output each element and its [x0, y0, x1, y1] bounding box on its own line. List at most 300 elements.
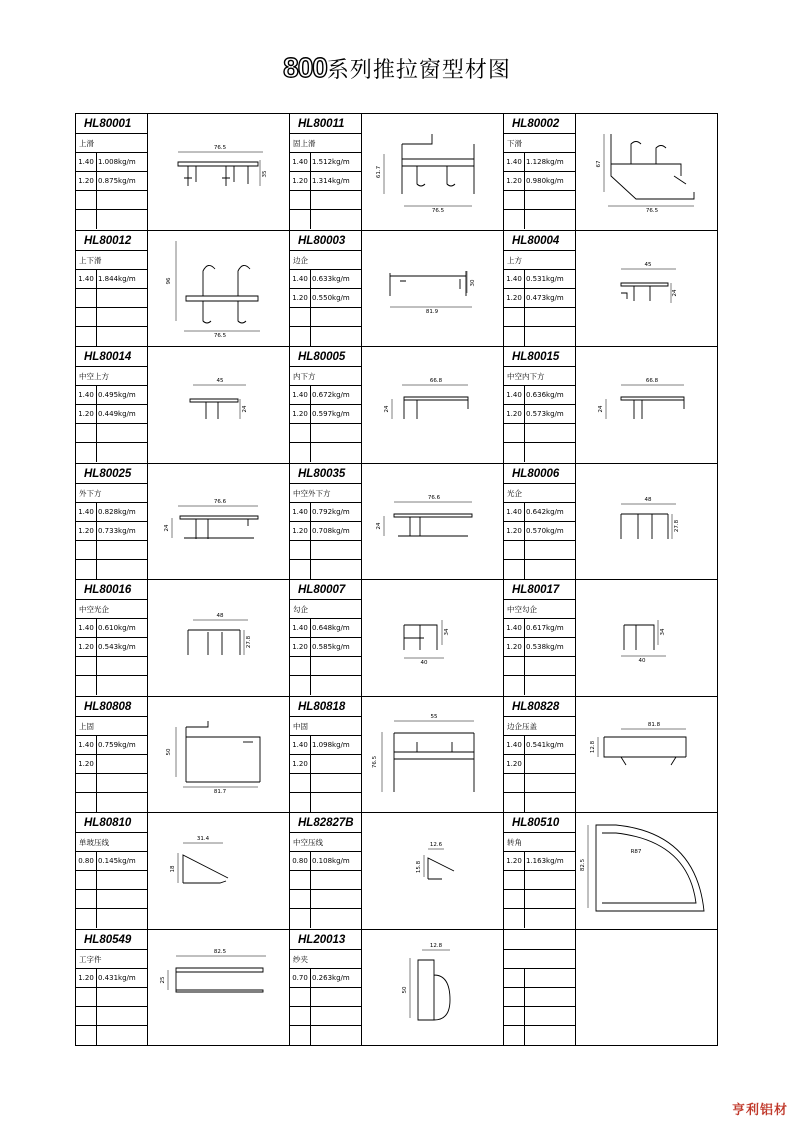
wall-thickness: 1.40: [290, 619, 311, 637]
weight-row: [504, 308, 575, 327]
weight-row: [290, 386, 361, 405]
dimension-label: 27.8: [674, 519, 680, 532]
dimension-label: 45: [644, 261, 652, 268]
wall-thickness: [76, 988, 97, 1006]
dimension-label: 34: [660, 628, 666, 636]
profile-info-cell: [290, 231, 362, 347]
weight-row: [76, 210, 147, 229]
weight-row: [504, 793, 575, 812]
profile-code: HL80015: [504, 347, 575, 367]
profile-info-cell: [504, 114, 576, 230]
unit-weight: 0.570kg/m: [526, 526, 564, 535]
profile-drawing-cell: [362, 930, 504, 1047]
wall-thickness: [504, 871, 525, 889]
profile-info-cell: [290, 697, 362, 813]
unit-weight: 1.844kg/m: [98, 274, 136, 283]
unit-weight: 0.531kg/m: [526, 274, 564, 283]
wall-thickness: 1.20: [290, 638, 311, 656]
wall-thickness: [504, 560, 525, 579]
profile-code: HL80035: [290, 464, 361, 484]
weight-row: [504, 871, 575, 890]
wall-thickness: [76, 657, 97, 675]
unit-weight: 0.648kg/m: [312, 624, 350, 632]
profile-info-cell: [290, 813, 362, 929]
weight-row: [290, 172, 361, 191]
profile-section-drawing: [576, 114, 718, 230]
weight-row: [290, 852, 361, 871]
wall-thickness: [504, 1026, 525, 1045]
weight-row: [290, 909, 361, 928]
wall-thickness: [76, 560, 97, 579]
profile-code: HL80808: [76, 697, 147, 717]
weight-row: [504, 270, 575, 289]
wall-thickness: [290, 1026, 311, 1045]
profile-section-drawing: [148, 231, 290, 347]
unit-weight: 0.541kg/m: [526, 740, 564, 749]
weight-row: [76, 172, 147, 191]
wall-thickness: [76, 327, 97, 346]
profile-name: 中空光企: [76, 600, 147, 619]
weight-row: [76, 327, 147, 346]
weight-row: [76, 909, 147, 928]
weight-row: [290, 736, 361, 755]
wall-thickness: [76, 890, 97, 908]
weight-row: [76, 289, 147, 308]
weight-row: [290, 1007, 361, 1026]
profile-drawing-cell: [362, 464, 504, 580]
catalog-row: [76, 813, 717, 930]
unit-weight: 0.672kg/m: [312, 391, 350, 399]
weight-row: [76, 424, 147, 443]
profile-info-cell: [290, 464, 362, 580]
weight-row: [76, 638, 147, 657]
wall-thickness: [290, 1007, 311, 1025]
unit-weight: 0.828kg/m: [98, 507, 136, 516]
weight-row: [504, 774, 575, 793]
profile-info-cell: [504, 464, 576, 580]
weight-row: [76, 969, 147, 988]
profile-info-cell: [504, 347, 576, 463]
wall-thickness: 1.20: [504, 289, 525, 307]
wall-thickness: 1.20: [504, 638, 525, 656]
profile-name: 勾企: [290, 600, 361, 619]
profile-section-drawing: [362, 580, 504, 696]
weight-row: [290, 153, 361, 172]
profile-drawing-cell: [362, 813, 504, 929]
weight-row: [504, 755, 575, 774]
wall-thickness: [76, 210, 97, 229]
weight-row: [504, 852, 575, 871]
wall-thickness: 1.40: [504, 503, 525, 521]
dimension-label: 76.6: [213, 498, 227, 505]
profile-info-cell: [76, 347, 148, 463]
weight-row: [76, 503, 147, 522]
wall-thickness: [76, 308, 97, 326]
unit-weight: 0.538kg/m: [526, 643, 564, 651]
unit-weight: 1.314kg/m: [312, 177, 350, 185]
weight-row: [504, 657, 575, 676]
profile-name: 内下方: [290, 367, 361, 386]
profile-name: 中空内下方: [504, 367, 575, 386]
weight-row: [290, 755, 361, 774]
unit-weight: 0.875kg/m: [98, 177, 136, 185]
dimension-label: 40: [638, 658, 646, 664]
unit-weight: 0.431kg/m: [98, 973, 136, 982]
weight-row: [504, 386, 575, 405]
profile-section-drawing: [362, 930, 504, 1046]
profile-name: 中空外下方: [290, 484, 361, 503]
weight-row: [290, 308, 361, 327]
wall-thickness: [76, 793, 97, 812]
wall-thickness: [290, 909, 311, 928]
wall-thickness: [504, 308, 525, 326]
profile-drawing-cell: [576, 464, 718, 580]
wall-thickness: 1.20: [504, 852, 525, 870]
unit-weight: 0.733kg/m: [98, 526, 136, 535]
dimension-label: 76.5: [213, 332, 227, 339]
weight-row: [290, 676, 361, 695]
weight-row: [76, 619, 147, 638]
dimension-label: 66.8: [429, 378, 443, 384]
unit-weight: 1.098kg/m: [312, 740, 350, 749]
profile-code: HL80017: [504, 580, 575, 600]
weight-row: [290, 327, 361, 346]
unit-weight: 0.473kg/m: [526, 293, 564, 302]
catalog-row: [76, 930, 717, 1047]
profile-section-drawing: [576, 697, 718, 813]
profile-section-drawing: [576, 231, 718, 347]
weight-row: [290, 774, 361, 793]
profile-drawing-cell: [362, 580, 504, 696]
profile-name: 上固: [76, 717, 147, 736]
profile-section-drawing: [148, 114, 290, 230]
profile-code: HL80014: [76, 347, 147, 367]
profile-section-drawing: [362, 231, 504, 347]
wall-thickness: [290, 191, 311, 209]
profile-code: HL80003: [290, 231, 361, 251]
weight-row: [504, 541, 575, 560]
unit-weight: 0.585kg/m: [312, 643, 350, 651]
wall-thickness: 1.20: [504, 172, 525, 190]
unit-weight: 1.163kg/m: [526, 857, 564, 865]
wall-thickness: [76, 774, 97, 792]
weight-row: [504, 909, 575, 928]
catalog-row: [76, 347, 717, 464]
weight-row: [290, 191, 361, 210]
weight-row: [290, 405, 361, 424]
wall-thickness: [290, 988, 311, 1006]
wall-thickness: [76, 1026, 97, 1045]
wall-thickness: 0.70: [290, 969, 311, 987]
weight-row: [76, 191, 147, 210]
profile-drawing-cell: [362, 697, 504, 813]
weight-row: [76, 1026, 147, 1045]
wall-thickness: 1.20: [290, 522, 311, 540]
weight-row: [290, 638, 361, 657]
weight-row: [290, 289, 361, 308]
profile-code: HL80002: [504, 114, 575, 134]
catalog-row: [76, 231, 717, 348]
profile-drawing-cell: [362, 114, 504, 230]
wall-thickness: 1.40: [76, 736, 97, 754]
profile-code: HL80810: [76, 813, 147, 833]
wall-thickness: [290, 774, 311, 792]
wall-thickness: [76, 541, 97, 559]
weight-row: [76, 1007, 147, 1026]
weight-row: [76, 386, 147, 405]
profile-info-cell: [504, 231, 576, 347]
unit-weight: 0.633kg/m: [312, 274, 350, 283]
dimension-label: 30: [470, 279, 476, 286]
wall-thickness: 1.40: [290, 386, 311, 404]
dimension-label: 76.5: [431, 208, 445, 214]
profile-drawing-cell: [148, 114, 290, 230]
wall-thickness: 1.40: [290, 153, 311, 171]
wall-thickness: [504, 443, 525, 462]
profile-name: 中空压线: [290, 833, 361, 852]
dimension-label: 27.8: [246, 635, 252, 649]
wall-thickness: 1.40: [76, 153, 97, 171]
dimension-label: 24: [376, 522, 382, 529]
wall-thickness: 1.20: [504, 522, 525, 540]
dimension-label: 12.8: [590, 740, 596, 753]
unit-weight: 0.617kg/m: [526, 624, 564, 632]
wall-thickness: [504, 191, 525, 209]
wall-thickness: 1.20: [76, 405, 97, 423]
weight-row: [76, 405, 147, 424]
dimension-label: 24: [164, 524, 170, 531]
profile-name: 纱夹: [290, 950, 361, 969]
profile-section-drawing: [576, 464, 718, 580]
unit-weight: 0.610kg/m: [98, 624, 136, 632]
profile-drawing-cell: [148, 580, 290, 696]
dimension-label: 96: [166, 277, 172, 284]
dimension-label: 25: [160, 976, 166, 983]
brand-name: 亨利铝材: [731, 1103, 788, 1118]
profile-section-drawing: [148, 464, 290, 580]
wall-thickness: 1.40: [76, 503, 97, 521]
weight-row: [290, 443, 361, 462]
profile-info-cell: [76, 580, 148, 696]
profile-section-drawing: [362, 464, 504, 580]
profile-section-drawing: [576, 347, 718, 463]
wall-thickness: [76, 909, 97, 928]
profile-name: 转角: [504, 833, 575, 852]
weight-row: [76, 774, 147, 793]
wall-thickness: [290, 308, 311, 326]
unit-weight: 0.980kg/m: [526, 177, 564, 185]
weight-row: [504, 503, 575, 522]
profile-code: HL20013: [290, 930, 361, 950]
catalog-row: [76, 114, 717, 231]
profile-code: HL80007: [290, 580, 361, 600]
profile-section-drawing: [362, 347, 504, 463]
unit-weight: 0.792kg/m: [312, 507, 350, 516]
profile-name: 上滑: [76, 134, 147, 153]
weight-row: [504, 560, 575, 579]
profile-drawing-cell: [576, 231, 718, 347]
wall-thickness: [290, 443, 311, 462]
wall-thickness: [290, 424, 311, 442]
dimension-label: 82.5: [213, 948, 227, 955]
weight-row: [504, 327, 575, 346]
weight-row: [76, 988, 147, 1007]
profile-section-drawing: [148, 347, 290, 463]
profile-name: 上方: [504, 251, 575, 270]
profile-code: HL80510: [504, 813, 575, 833]
profile-drawing-cell: [576, 697, 718, 813]
profile-code: HL80025: [76, 464, 147, 484]
unit-weight: 0.759kg/m: [98, 740, 136, 749]
wall-thickness: [290, 657, 311, 675]
profile-drawing-cell: [576, 930, 718, 1047]
weight-row: [290, 793, 361, 812]
profile-name: 外下方: [76, 484, 147, 503]
wall-thickness: 1.40: [290, 503, 311, 521]
profile-section-drawing: [148, 697, 290, 813]
profile-info-cell: [290, 347, 362, 463]
weight-row: [504, 405, 575, 424]
profile-drawing-cell: [576, 580, 718, 696]
wall-thickness: 1.20: [504, 405, 525, 423]
wall-thickness: [504, 988, 525, 1006]
profile-section-drawing: [148, 930, 290, 1046]
profile-info-cell: [76, 114, 148, 230]
profile-info-cell: [76, 697, 148, 813]
dimension-label: 66.8: [645, 378, 659, 384]
dimension-label: 24: [672, 289, 678, 296]
dimension-label: 76.5: [645, 208, 659, 214]
profile-section-drawing: [148, 813, 290, 929]
dimension-label: 18: [170, 865, 176, 873]
weight-row: [504, 676, 575, 695]
wall-thickness: [290, 210, 311, 229]
wall-thickness: [504, 774, 525, 792]
dimension-label: 35: [262, 170, 268, 178]
weight-row: [504, 619, 575, 638]
profile-code: HL80004: [504, 231, 575, 251]
wall-thickness: [504, 1007, 525, 1025]
wall-thickness: [76, 676, 97, 695]
profile-code: HL80011: [290, 114, 361, 134]
unit-weight: 0.263kg/m: [312, 973, 350, 982]
dimension-label: 76.6: [427, 494, 441, 501]
wall-thickness: [504, 909, 525, 928]
profile-drawing-cell: [148, 464, 290, 580]
wall-thickness: [290, 871, 311, 889]
unit-weight: 1.512kg/m: [312, 158, 350, 166]
wall-thickness: 1.20: [76, 755, 97, 773]
wall-thickness: [76, 871, 97, 889]
wall-thickness: 1.40: [504, 153, 525, 171]
weight-row: [76, 270, 147, 289]
profile-drawing-cell: [148, 231, 290, 347]
profile-section-drawing: [576, 813, 718, 929]
profile-info-cell: [290, 930, 362, 1047]
weight-row: [76, 560, 147, 579]
dimension-label: 61.7: [376, 165, 382, 179]
wall-thickness: 1.20: [76, 172, 97, 190]
profile-code: HL80549: [76, 930, 147, 950]
wall-thickness: 1.20: [76, 638, 97, 656]
weight-row: [76, 676, 147, 695]
weight-row: [290, 560, 361, 579]
profile-drawing-cell: [576, 114, 718, 230]
weight-row: [290, 270, 361, 289]
dimension-label: 48: [216, 613, 224, 619]
unit-weight: 1.128kg/m: [526, 158, 564, 166]
wall-thickness: [76, 424, 97, 442]
weight-row: [76, 522, 147, 541]
wall-thickness: [76, 1007, 97, 1025]
profile-name: 边企: [290, 251, 361, 270]
series-number: 800: [283, 52, 327, 83]
unit-weight: 0.495kg/m: [98, 391, 136, 399]
weight-row: [504, 191, 575, 210]
dimension-label: R87: [630, 849, 642, 855]
wall-thickness: 1.40: [76, 386, 97, 404]
profile-info-cell: [504, 580, 576, 696]
dimension-label: 48: [644, 496, 652, 503]
profile-name: 上下滑: [76, 251, 147, 270]
weight-row: [290, 871, 361, 890]
page-title: [0, 52, 794, 84]
dimension-label: 31.4: [196, 836, 210, 842]
dimension-label: 76.5: [213, 145, 227, 151]
weight-row: [76, 852, 147, 871]
weight-row: [290, 1026, 361, 1045]
wall-thickness: 1.20: [76, 969, 97, 987]
weight-row: [76, 890, 147, 909]
dimension-label: 81.7: [213, 788, 227, 795]
profile-name: 中空上方: [76, 367, 147, 386]
weight-row: [504, 522, 575, 541]
unit-weight: 0.550kg/m: [312, 293, 350, 302]
dimension-label: 55: [430, 713, 438, 720]
profile-code: HL80818: [290, 697, 361, 717]
wall-thickness: 1.40: [290, 736, 311, 754]
profile-drawing-cell: [148, 813, 290, 929]
weight-row: [76, 755, 147, 774]
catalog-row: [76, 464, 717, 581]
wall-thickness: 0.80: [76, 852, 97, 870]
wall-thickness: [290, 560, 311, 579]
wall-thickness: 1.40: [504, 386, 525, 404]
profile-info-cell: [504, 697, 576, 813]
profile-code: HL80006: [504, 464, 575, 484]
profile-name: 光企: [504, 484, 575, 503]
wall-thickness: 1.40: [504, 270, 525, 288]
profile-name: 边企压盖: [504, 717, 575, 736]
wall-thickness: [504, 969, 525, 987]
weight-row: [504, 443, 575, 462]
profile-info-cell: [504, 930, 576, 1047]
unit-weight: 0.543kg/m: [98, 643, 136, 651]
wall-thickness: [504, 793, 525, 812]
profile-info-cell: [76, 464, 148, 580]
weight-row: [76, 308, 147, 327]
weight-row: [504, 210, 575, 229]
wall-thickness: [504, 676, 525, 695]
profile-info-cell: [76, 930, 148, 1047]
profile-section-drawing: [576, 930, 718, 1046]
profile-drawing-cell: [576, 347, 718, 463]
dimension-label: 76.5: [372, 755, 378, 768]
profile-section-drawing: [362, 114, 504, 230]
weight-row: [290, 969, 361, 988]
weight-row: [504, 289, 575, 308]
dimension-label: 24: [384, 405, 390, 413]
